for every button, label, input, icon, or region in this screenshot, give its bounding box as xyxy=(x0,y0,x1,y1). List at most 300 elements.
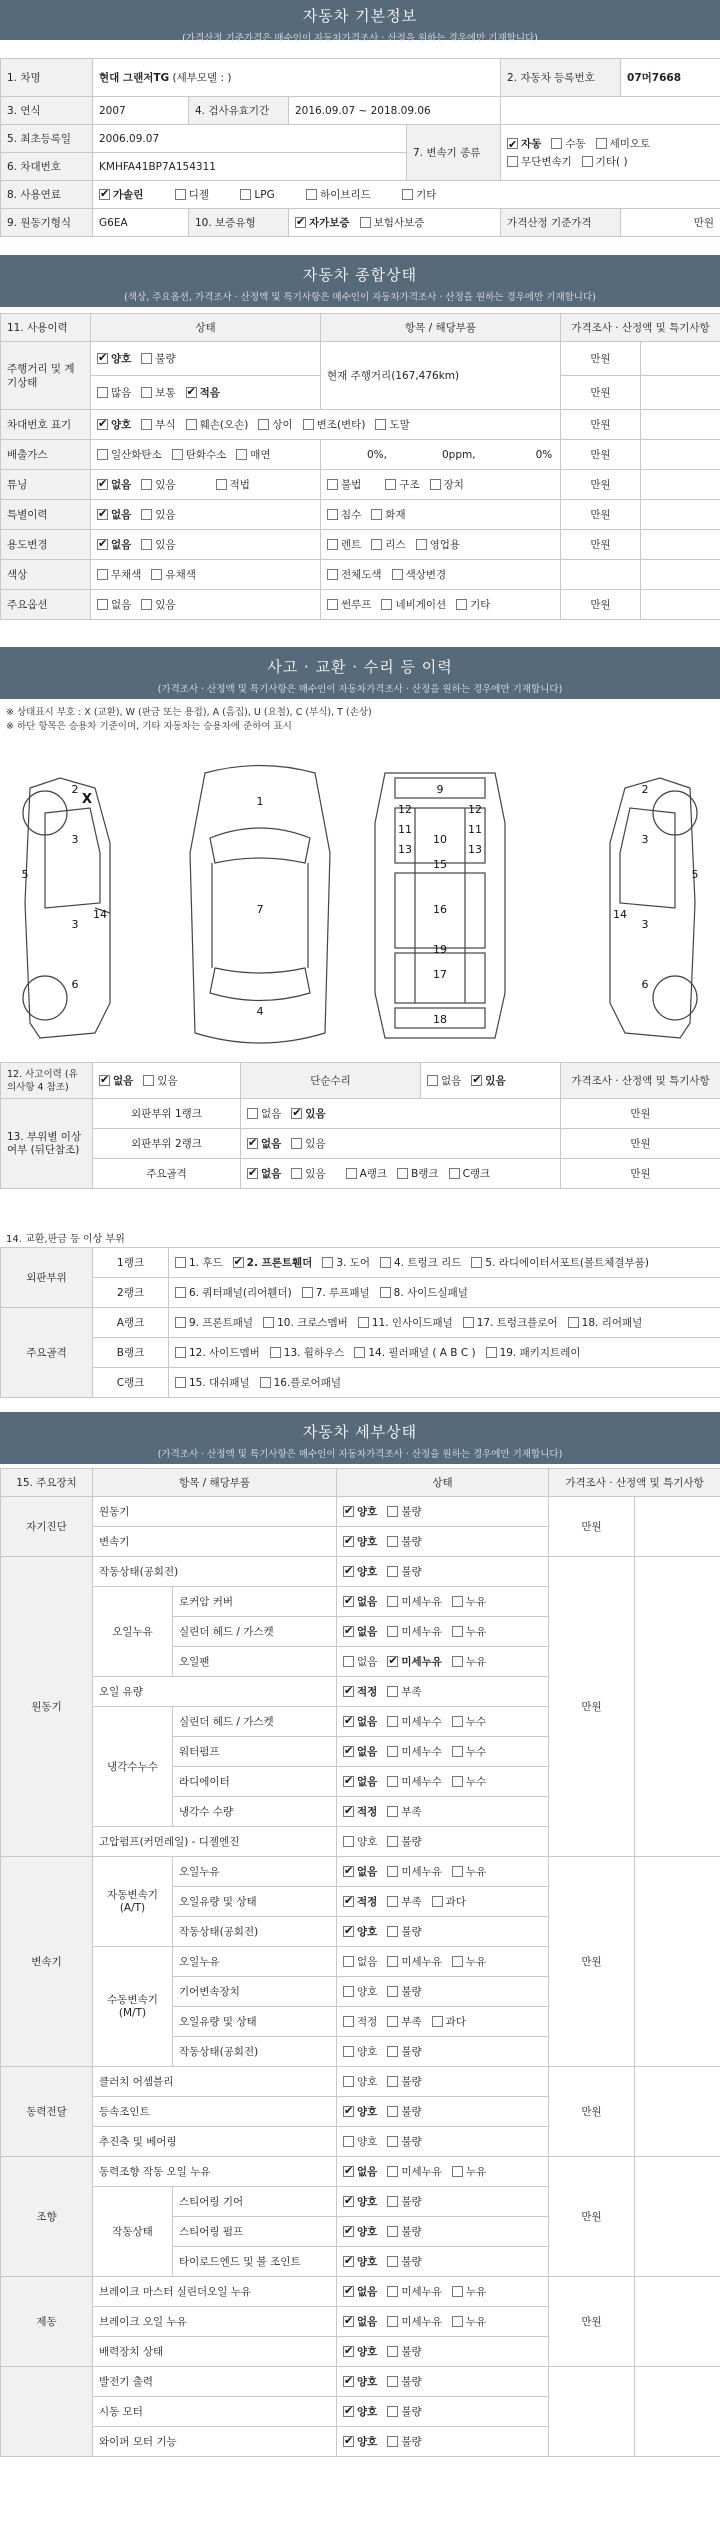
rankC-label: C랭크 xyxy=(93,1368,169,1398)
status-ok-checkbox[interactable] xyxy=(343,2226,354,2237)
outer2-yes-checkbox[interactable] xyxy=(291,1138,302,1149)
status-ok-checkbox[interactable] xyxy=(343,2346,354,2357)
outer2-none-checkbox[interactable] xyxy=(247,1138,258,1149)
water-leak-checkbox[interactable] xyxy=(452,1776,463,1787)
price-cell: 만원 xyxy=(561,590,641,620)
svg-text:2: 2 xyxy=(641,783,649,796)
leak-minor-checkbox[interactable] xyxy=(387,2316,398,2327)
vin-diff-checkbox[interactable] xyxy=(258,419,269,430)
tuning-yes-checkbox[interactable] xyxy=(141,479,152,490)
svg-text:6: 6 xyxy=(71,978,79,991)
part-15-checkbox[interactable] xyxy=(175,1377,186,1388)
status-ok-checkbox[interactable] xyxy=(343,2106,354,2117)
status-bad-checkbox[interactable] xyxy=(387,1536,398,1547)
leak-minor-checkbox[interactable] xyxy=(387,2286,398,2297)
part-19-checkbox[interactable] xyxy=(486,1347,497,1358)
status-ok-checkbox[interactable] xyxy=(343,2046,354,2057)
mileage-label: 주행거리 및 계기상태 xyxy=(1,342,91,410)
row-label: 타이로드엔드 및 볼 조인트 xyxy=(173,2247,337,2277)
em-v2: 0ppm, xyxy=(442,448,476,461)
tuning-label: 튜닝 xyxy=(1,470,91,500)
row-label: 고압펌프(커먼레일) - 디젤엔진 xyxy=(93,1827,337,1857)
status-ok-checkbox[interactable] xyxy=(343,2436,354,2447)
row-label: 수동변속기 (M/T) xyxy=(93,1947,173,2067)
part-10-checkbox[interactable] xyxy=(263,1317,274,1328)
section4-subtitle: (가격조사 · 산정액 및 특기사항은 매수인이 자동차가격조사 · 산정을 원하는 경우에만 기재합니다) xyxy=(157,1449,563,1460)
special-flood-checkbox[interactable] xyxy=(327,509,338,520)
status-bad-checkbox[interactable] xyxy=(387,2046,398,2057)
color-change-checkbox[interactable] xyxy=(392,569,403,580)
part-8-checkbox[interactable] xyxy=(380,1287,391,1298)
fuel-gasoline-checkbox[interactable] xyxy=(99,189,110,200)
part-11-checkbox[interactable] xyxy=(358,1317,369,1328)
price-cell: 만원 xyxy=(561,1159,720,1189)
option-navi-checkbox[interactable] xyxy=(381,599,392,610)
trans-label: 7. 변속기 종류 xyxy=(407,125,501,181)
use-lease-checkbox[interactable] xyxy=(371,539,382,550)
row-label: 작동상태 xyxy=(93,2187,173,2277)
frame-none-checkbox[interactable] xyxy=(247,1168,258,1179)
acc-price-h: 가격조사 · 산정액 및 특기사항 xyxy=(561,1063,720,1099)
rank-b-checkbox[interactable] xyxy=(397,1168,408,1179)
leak-none-checkbox[interactable] xyxy=(343,1596,354,1607)
detail-table: 15. 주요장치 항목 / 해당부품 상태 가격조사 · 산정액 및 특기사항 자기진단 원동기 ✔ 양호 불량 만원 변속기 ✔ 양호 불량 원동기 작동상태(공회전) ✔ 양호 불량 만원 오일누유 로커암 커버 ✔ 없음 미세누유 누유 실린더 헤드 / 가스켓 ✔ 없음 미세누유 누유 오일팬 없음✔ 미세누유 누유 오일 유량 ✔ 적정 부족 냉각수누수 실린더 헤드 / 가스켓 ✔ 없음 미세누수 누수 워터펌프 ✔ 없음 미세누수 누수 라디에이터 ✔ 없음 미세누수 누수 냉각수 수량 ✔ 적정 부족 고압펌프(커먼레일) - 디젤엔진 양호 불량 변속기 자동변속기 (A/T) 오일누유 ✔ 없음 미세누유 누유 만원 오일유량 및 상태 ✔ 적정 부족 과다 작동상태(공회전) ✔ 양호 불량 수동변속기 (M/T) 오일누유 없음 미세누유 누유 기어변속장치 양호 불량 오일유량 및 상태 적정 부족 과다 작동상태(공회전) 양호 불량 동력전달 클러치 어셈블리 양호 불량 만원 등속조인트 ✔ 양호 불량 추진축 및 베어링 양호 불량 조향 동력조향 작동 오일 누유 ✔ 없음 미세누유 누유 만원 작동상태 스티어링 기어 ✔ 양호 불량 스티어링 펌프 ✔ 양호 불량 타이로드엔드 및 볼 조인트 ✔ 양호 불량 제동 브레이크 마스터 실린더오일 누유 ✔ 없음 미세누유 누유 만원 브레이크 오일 누유 ✔ 없음 미세누유 누유 배력장치 상태 ✔ 양호 불량 발전기 출력 ✔ 양호 불량 시동 모터 ✔ 양호 불량 와이퍼 모터 기능 ✔ 양호 불량 xyxy=(0,1468,720,2457)
part-14-checkbox[interactable] xyxy=(354,1347,365,1358)
part-2-checkbox[interactable] xyxy=(233,1257,244,1268)
section2-subtitle: (색상, 주요옵션, 가격조사 · 산정액 및 특기사항은 매수인이 자동차가격조사 · 산정을 원하는 경우에만 기재합니다) xyxy=(124,292,596,303)
price-cell: 만원 xyxy=(561,1099,720,1129)
leak-checkbox[interactable] xyxy=(452,1596,463,1607)
status-ok-checkbox[interactable] xyxy=(343,2256,354,2267)
leak-minor-checkbox[interactable] xyxy=(387,1596,398,1607)
row-label: 추진축 및 베어링 xyxy=(93,2127,337,2157)
frame-label: 주요골격 xyxy=(1,1308,93,1398)
warranty-label: 10. 보증유형 xyxy=(189,209,289,237)
tuning-illegal-checkbox[interactable] xyxy=(327,479,338,490)
level-low-checkbox[interactable] xyxy=(387,1896,398,1907)
level-low-checkbox[interactable] xyxy=(387,2016,398,2027)
leak-minor-checkbox[interactable] xyxy=(387,2166,398,2177)
svg-text:13: 13 xyxy=(398,843,412,856)
svg-text:19: 19 xyxy=(433,943,447,956)
level-low-checkbox[interactable] xyxy=(387,1806,398,1817)
svg-text:12: 12 xyxy=(398,803,412,816)
price-cell: 만원 xyxy=(549,1497,635,1557)
svg-text:15: 15 xyxy=(433,858,447,871)
row-label: 오일누유 xyxy=(93,1587,173,1677)
leak-checkbox[interactable] xyxy=(452,1656,463,1667)
mileage-many-checkbox[interactable] xyxy=(97,387,108,398)
status-bad-checkbox[interactable] xyxy=(387,2256,398,2267)
acc-label: 12. 사고이력 (유의사항 4 참조) xyxy=(1,1063,93,1099)
row-label: 오일누유 xyxy=(173,1947,337,1977)
option-label: 주요옵션 xyxy=(1,590,91,620)
emission-label: 배출가스 xyxy=(1,440,91,470)
vin-value: KMHFA41BP7A154311 xyxy=(93,153,407,181)
special-fire-checkbox[interactable] xyxy=(371,509,382,520)
leak-none-checkbox[interactable] xyxy=(343,1626,354,1637)
status-ok-checkbox[interactable] xyxy=(343,2376,354,2387)
legend-2: ※ 하단 항목은 승용차 기준이며, 기타 자동차는 승용차에 준하여 표시 xyxy=(6,721,292,732)
svg-text:11: 11 xyxy=(468,823,482,836)
tuning-device-checkbox[interactable] xyxy=(430,479,441,490)
row-label: 스티어링 펌프 xyxy=(173,2217,337,2247)
em-v3: 0% xyxy=(535,448,553,461)
leak-checkbox[interactable] xyxy=(452,2286,463,2297)
level-over-checkbox[interactable] xyxy=(432,2016,443,2027)
water-leak-checkbox[interactable] xyxy=(452,1746,463,1757)
leak-checkbox[interactable] xyxy=(452,1956,463,1967)
section3-header xyxy=(0,647,720,699)
svg-text:14: 14 xyxy=(93,908,107,921)
tuning-struct-checkbox[interactable] xyxy=(385,479,396,490)
water-minor-checkbox[interactable] xyxy=(387,1746,398,1757)
part-4-checkbox[interactable] xyxy=(380,1257,391,1268)
leak-none-checkbox[interactable] xyxy=(343,2166,354,2177)
vin-painted-checkbox[interactable] xyxy=(375,419,386,430)
status-ok-checkbox[interactable] xyxy=(343,1986,354,1997)
row-label: 클러치 어셈블리 xyxy=(93,2067,337,2097)
leak-none-checkbox[interactable] xyxy=(343,2286,354,2297)
row-label: 작동상태(공회전) xyxy=(93,1557,337,1587)
status-ok-checkbox[interactable] xyxy=(343,2406,354,2417)
svg-text:13: 13 xyxy=(468,843,482,856)
part-1-checkbox[interactable] xyxy=(175,1257,186,1268)
em-co-checkbox[interactable] xyxy=(97,449,108,460)
car-diagram xyxy=(0,753,720,1055)
row-label: 작동상태(공회전) xyxy=(173,1917,337,1947)
first-reg-value: 2006.09.07 xyxy=(93,125,407,153)
simple-none-checkbox[interactable] xyxy=(427,1075,438,1086)
acc-none-checkbox[interactable] xyxy=(99,1075,110,1086)
trans-other-checkbox[interactable] xyxy=(582,156,593,167)
price-cell: 만원 xyxy=(561,376,641,410)
fuel-options: ✔ 가솔린 디젤 LPG 하이브리드 기타 xyxy=(93,181,720,209)
outer1-none-checkbox[interactable] xyxy=(247,1108,258,1119)
trans-auto-checkbox[interactable] xyxy=(507,138,518,149)
status-ok-checkbox[interactable] xyxy=(343,1536,354,1547)
water-minor-checkbox[interactable] xyxy=(387,1716,398,1727)
simple-label: 단순수리 xyxy=(241,1063,421,1099)
color-achromatic-checkbox[interactable] xyxy=(97,569,108,580)
vin-mark-label: 차대번호 표기 xyxy=(1,410,91,440)
rank1-label: 1랭크 xyxy=(93,1248,169,1278)
svg-text:18: 18 xyxy=(433,1013,447,1026)
car-name-label: 1. 차명 xyxy=(1,59,93,97)
row-label: 등속조인트 xyxy=(93,2097,337,2127)
svg-text:17: 17 xyxy=(433,968,447,981)
svg-text:3: 3 xyxy=(71,833,79,846)
steer-label: 조향 xyxy=(1,2157,93,2277)
warranty-self-checkbox[interactable] xyxy=(295,217,306,228)
fuel-label: 8. 사용연료 xyxy=(1,181,93,209)
row-label: 오일유량 및 상태 xyxy=(173,2007,337,2037)
row-label: 워터펌프 xyxy=(173,1737,337,1767)
row-label: 라디에이터 xyxy=(173,1767,337,1797)
leak-minor-checkbox[interactable] xyxy=(387,1866,398,1877)
status-ok-checkbox[interactable] xyxy=(343,1566,354,1577)
price-cell: 만원 xyxy=(549,2277,635,2367)
h-sub: 항목 / 해당부품 xyxy=(321,314,561,342)
h-usage: 11. 사용이력 xyxy=(1,314,91,342)
power-label: 동력전달 xyxy=(1,2067,93,2157)
em-hc-checkbox[interactable] xyxy=(172,449,183,460)
damage-mark: X xyxy=(82,792,93,807)
status-bad-checkbox[interactable] xyxy=(387,2406,398,2417)
svg-text:3: 3 xyxy=(641,833,649,846)
fuel-other-checkbox[interactable] xyxy=(402,189,413,200)
trans-options: ✔자동 수동 세미오토 무단변속기 기타( ) xyxy=(501,125,720,181)
price-cell: 만원 xyxy=(561,1129,720,1159)
part-7-checkbox[interactable] xyxy=(302,1287,313,1298)
leak-none-checkbox[interactable] xyxy=(343,2316,354,2327)
outer-label: 외판부위 xyxy=(1,1248,93,1308)
price-cell: 만원 xyxy=(549,1557,635,1857)
leak-minor-checkbox[interactable] xyxy=(387,1956,398,1967)
mileage-normal-checkbox[interactable] xyxy=(141,387,152,398)
warranty-insurer-checkbox[interactable] xyxy=(360,217,371,228)
status-bad-checkbox[interactable] xyxy=(387,1566,398,1577)
level-over-checkbox[interactable] xyxy=(432,1896,443,1907)
em-smoke-checkbox[interactable] xyxy=(236,449,247,460)
section2-title: 자동차 종합상태 xyxy=(302,266,418,284)
section1-header xyxy=(0,0,720,44)
section2-header xyxy=(0,255,720,307)
leak-none-checkbox[interactable] xyxy=(343,1956,354,1967)
frame-yes-checkbox[interactable] xyxy=(291,1168,302,1179)
status-bad-checkbox[interactable] xyxy=(387,2196,398,2207)
water-minor-checkbox[interactable] xyxy=(387,1776,398,1787)
mileage-good-checkbox[interactable] xyxy=(97,353,108,364)
option-yes-checkbox[interactable] xyxy=(141,599,152,610)
part-5-checkbox[interactable] xyxy=(471,1257,482,1268)
special-yes-checkbox[interactable] xyxy=(141,509,152,520)
use-none-checkbox[interactable] xyxy=(97,539,108,550)
level-ok-checkbox[interactable] xyxy=(343,1896,354,1907)
status-bad-checkbox[interactable] xyxy=(387,1926,398,1937)
row-label: 브레이크 오일 누유 xyxy=(93,2307,337,2337)
special-label: 특별이력 xyxy=(1,500,91,530)
motor-value: G6EA xyxy=(93,209,189,237)
trans-label: 변속기 xyxy=(1,1857,93,2067)
leak-minor-checkbox[interactable] xyxy=(387,1656,398,1667)
svg-text:16: 16 xyxy=(433,903,447,916)
level-ok-checkbox[interactable] xyxy=(343,1686,354,1697)
svg-text:11: 11 xyxy=(398,823,412,836)
section1-title: 자동차 기본정보 xyxy=(302,7,418,25)
row-label: 브레이크 마스터 실린더오일 누유 xyxy=(93,2277,337,2307)
section1-subtitle: (가격산정 기준가격은 매수인이 자동차가격조사 · 산정을 원하는 경우에만 기재합니다) xyxy=(182,33,538,44)
part-18-checkbox[interactable] xyxy=(568,1317,579,1328)
leak-checkbox[interactable] xyxy=(452,1866,463,1877)
status-bad-checkbox[interactable] xyxy=(387,2346,398,2357)
row-label: 기어변속장치 xyxy=(173,1977,337,2007)
outer1-yes-checkbox[interactable] xyxy=(291,1108,302,1119)
outer1-label: 외판부위 1랭크 xyxy=(93,1099,241,1129)
part-3-checkbox[interactable] xyxy=(322,1257,333,1268)
status-bad-checkbox[interactable] xyxy=(387,2106,398,2117)
trans-semi-checkbox[interactable] xyxy=(596,138,607,149)
vin-good-checkbox[interactable] xyxy=(97,419,108,430)
price-unit: 만원 xyxy=(621,209,720,237)
h-price: 가격조사 · 산정액 및 특기사항 xyxy=(561,314,720,342)
svg-text:10: 10 xyxy=(433,833,447,846)
fuel-hybrid-checkbox[interactable] xyxy=(306,189,317,200)
engine-label: 원동기 xyxy=(1,1557,93,1857)
insp-label: 4. 검사유효기간 xyxy=(189,97,289,125)
mileage-bad-checkbox[interactable] xyxy=(141,353,152,364)
section4-title: 자동차 세부상태 xyxy=(302,1423,418,1441)
row-label: 원동기 xyxy=(93,1497,337,1527)
use-yes-checkbox[interactable] xyxy=(141,539,152,550)
option-other-checkbox[interactable] xyxy=(456,599,467,610)
price-cell: 만원 xyxy=(549,2067,635,2157)
outer2-label: 외판부위 2랭크 xyxy=(93,1129,241,1159)
warranty-options: ✔ 자가보증 보험사보증 xyxy=(289,209,501,237)
svg-text:14: 14 xyxy=(613,908,627,921)
fuel-diesel-checkbox[interactable] xyxy=(175,189,186,200)
status-ok-checkbox[interactable] xyxy=(343,1926,354,1937)
self-diag-label: 자기진단 xyxy=(1,1497,93,1557)
tuning-legal-checkbox[interactable] xyxy=(216,479,227,490)
status-ok-checkbox[interactable] xyxy=(343,1836,354,1847)
part-17-checkbox[interactable] xyxy=(463,1317,474,1328)
rankA-label: A랭크 xyxy=(93,1308,169,1338)
svg-text:6: 6 xyxy=(641,978,649,991)
water-none-checkbox[interactable] xyxy=(343,1776,354,1787)
level-ok-checkbox[interactable] xyxy=(343,1806,354,1817)
row-label: 스티어링 기어 xyxy=(173,2187,337,2217)
status-bad-checkbox[interactable] xyxy=(387,2436,398,2447)
level-low-checkbox[interactable] xyxy=(387,1686,398,1697)
water-none-checkbox[interactable] xyxy=(343,1746,354,1757)
brake-label: 제동 xyxy=(1,2277,93,2367)
price-cell: 만원 xyxy=(561,342,641,376)
leak-none-checkbox[interactable] xyxy=(343,1866,354,1877)
leak-none-checkbox[interactable] xyxy=(343,1656,354,1667)
price-cell: 만원 xyxy=(561,470,641,500)
part-12-checkbox[interactable] xyxy=(175,1347,186,1358)
mileage-current: 현재 주행거리(167,476km) xyxy=(321,342,561,410)
svg-text:2: 2 xyxy=(71,783,79,796)
parts-table: 외판부위 1랭크 1. 후드✔ 2. 프론트휀더 3. 도어 4. 트렁크 리드 5. 라디에이터서포트(볼트체결부품) 2랭크 6. 쿼터패널(리어휀더) 7. 루프패널 8. 사이드실패널 주요골격 A랭크 9. 프론트패널 10. 크로스멤버 11. 인사이드패널 17. 트렁크플로어 18. 리어패널 B랭크 12. 사이드멤버 13. 휠하우스 14. 필러패널 ( A B C ) 19. 패키지트레이 C랭크 15. 대쉬패널 16.플로어패널 xyxy=(0,1247,720,1398)
svg-text:9: 9 xyxy=(436,783,444,796)
status-ok-checkbox[interactable] xyxy=(343,2196,354,2207)
price-label: 가격산정 기준가격 xyxy=(501,209,621,237)
color-full-paint-checkbox[interactable] xyxy=(327,569,338,580)
status-bad-checkbox[interactable] xyxy=(387,1836,398,1847)
status-ok-checkbox[interactable] xyxy=(343,1506,354,1517)
price-cell: 만원 xyxy=(561,440,641,470)
h-device: 15. 주요장치 xyxy=(1,1469,93,1497)
svg-text:4: 4 xyxy=(256,1005,264,1018)
section4-header xyxy=(0,1412,720,1464)
status-bad-checkbox[interactable] xyxy=(387,1986,398,1997)
reg-number: 07머7668 xyxy=(621,59,720,97)
rank-a-checkbox[interactable] xyxy=(346,1168,357,1179)
option-none-checkbox[interactable] xyxy=(97,599,108,610)
part-6-checkbox[interactable] xyxy=(175,1287,186,1298)
section3-title: 사고 · 교환 · 수리 등 이력 xyxy=(267,658,453,676)
status-bad-checkbox[interactable] xyxy=(387,2376,398,2387)
fuel-lpg-checkbox[interactable] xyxy=(240,189,251,200)
row-label: 동력조향 작동 오일 누유 xyxy=(93,2157,337,2187)
h-item: 항목 / 해당부품 xyxy=(93,1469,337,1497)
part-label: 13. 부위별 이상여부 (뒤단참조) xyxy=(1,1099,93,1189)
color-label: 색상 xyxy=(1,560,91,590)
part-16-checkbox[interactable] xyxy=(260,1377,271,1388)
status-bad-checkbox[interactable] xyxy=(387,2076,398,2087)
price-cell: 만원 xyxy=(561,530,641,560)
accident-table: 12. 사고이력 (유의사항 4 참조) ✔ 없음 있음 단순수리 없음✔ 있음 가격조사 · 산정액 및 특기사항 13. 부위별 이상여부 (뒤단참조) 외판부위 1랭크 없음✔ 있음 만원 외판부위 2랭크 ✔ 없음 있음 만원 주요골격 ✔ 없음 있음 A랭크 B랭크 C랭크 만원 xyxy=(0,1062,720,1189)
row-label: 냉각수누수 xyxy=(93,1707,173,1827)
color-chromatic-checkbox[interactable] xyxy=(151,569,162,580)
part-9-checkbox[interactable] xyxy=(175,1317,186,1328)
basic-info-table xyxy=(0,58,720,237)
price-cell: 만원 xyxy=(561,500,641,530)
status-bad-checkbox[interactable] xyxy=(387,2136,398,2147)
tuning-none-checkbox[interactable] xyxy=(97,479,108,490)
row-label: 오일팬 xyxy=(173,1647,337,1677)
leak-checkbox[interactable] xyxy=(452,2166,463,2177)
row-label: 와이퍼 모터 기능 xyxy=(93,2427,337,2457)
status-bad-checkbox[interactable] xyxy=(387,2226,398,2237)
row-label: 작동상태(공회전) xyxy=(173,2037,337,2067)
vin-label: 6. 차대번호 xyxy=(1,153,93,181)
vin-altered-checkbox[interactable] xyxy=(303,419,314,430)
status-bad-checkbox[interactable] xyxy=(387,1506,398,1517)
part-13-checkbox[interactable] xyxy=(270,1347,281,1358)
trans-cvt-checkbox[interactable] xyxy=(507,156,518,167)
mileage-few-checkbox[interactable] xyxy=(186,387,197,398)
overall-status-table: 11. 사용이력 상태 항목 / 해당부품 가격조사 · 산정액 및 특기사항 주행거리 및 계기상태 ✔양호 불량 현재 주행거리(167,476km) 만원 많음 보통✔ 적음 만원 차대번호 표기 ✔ 양호 부식 훼손(오손) 상이 변조(변타) 도말 만원 배출가스 일산화탄소 탄화수소 매연 0%, 0ppm, 0% 만원 튜닝 ✔ 없음 있음 적법 불법 구조 장치 만원 특별이력 ✔ 없음 있음 침수 화재 만원 용도변경 ✔ 없음 있음 렌트 리스 영업용 만원 색상 무채색 유채색 전체도색 색상변경 주요옵션 없음 있음 썬루프 네비게이션 기타 만원 xyxy=(0,313,720,620)
section3-subtitle: (가격조사 · 산정액 및 특기사항은 매수인이 자동차가격조사 · 산정을 원하는 경우에만 기재합니다) xyxy=(157,684,563,695)
svg-text:3: 3 xyxy=(71,918,79,931)
row-label: 변속기 xyxy=(93,1527,337,1557)
use-business-checkbox[interactable] xyxy=(416,539,427,550)
motor-label: 9. 원동기형식 xyxy=(1,209,93,237)
row-label: 실린더 헤드 / 가스켓 xyxy=(173,1617,337,1647)
water-leak-checkbox[interactable] xyxy=(452,1716,463,1727)
leak-checkbox[interactable] xyxy=(452,2316,463,2327)
water-none-checkbox[interactable] xyxy=(343,1716,354,1727)
use-rent-checkbox[interactable] xyxy=(327,539,338,550)
trans-manual-checkbox[interactable] xyxy=(551,138,562,149)
price-cell: 만원 xyxy=(561,410,641,440)
reg-label: 2. 자동차 등록번호 xyxy=(501,59,621,97)
svg-text:5: 5 xyxy=(691,868,699,881)
level-ok-checkbox[interactable] xyxy=(343,2016,354,2027)
svg-text:3: 3 xyxy=(641,918,649,931)
rank-c-checkbox[interactable] xyxy=(449,1168,460,1179)
status-ok-checkbox[interactable] xyxy=(343,2076,354,2087)
leak-minor-checkbox[interactable] xyxy=(387,1626,398,1637)
row-label: 오일유량 및 상태 xyxy=(173,1887,337,1917)
legend-1: ※ 상태표시 부호 : X (교환), W (판금 또는 용접), A (흠집), U (요철), C (부식), T (손상) xyxy=(6,707,372,718)
vin-damaged-checkbox[interactable] xyxy=(186,419,197,430)
row-label: 냉각수 수량 xyxy=(173,1797,337,1827)
row-label: 오일누유 xyxy=(173,1857,337,1887)
leak-checkbox[interactable] xyxy=(452,1626,463,1637)
row-label: 배력장치 상태 xyxy=(93,2337,337,2367)
row-label: 로커암 커버 xyxy=(173,1587,337,1617)
acc-yes-checkbox[interactable] xyxy=(143,1075,154,1086)
vin-rust-checkbox[interactable] xyxy=(141,419,152,430)
simple-yes-checkbox[interactable] xyxy=(471,1075,482,1086)
option-sunroof-checkbox[interactable] xyxy=(327,599,338,610)
special-none-checkbox[interactable] xyxy=(97,509,108,520)
status-ok-checkbox[interactable] xyxy=(343,2136,354,2147)
